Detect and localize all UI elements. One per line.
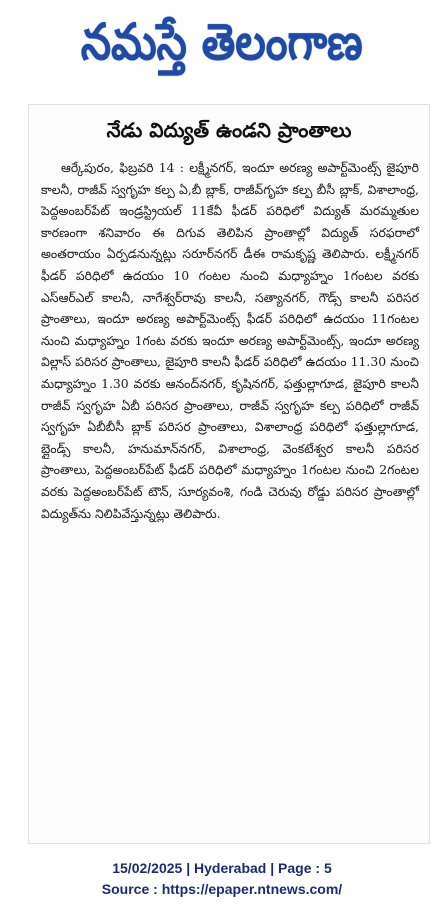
newspaper-masthead [10,6,434,78]
article-body: ఆర్కేపురం, ఫిబ్రవరి 14 : లక్ష్మీనగర్, ఇందూ అరణ్య అపార్ట్‌మెంట్స్ జైపూరి కాలనీ, రాజీవ్ స్వగృహ కల్ప ఏ,బీ బ్లాక్, రాజీవ్‌గృహ కల్ప బీసీ బ్లాక్, విశాలాంధ్ర, పెద్దఅంబర్‌పేట్ ఇండ్రస్ట్రియల్ 11కేవీ ఫీడర్ పరిధిలో విద్యుత్ మరమ్మతుల కారణంగా శనివారం ఈ దిగువ తెలిపిన ప్రాంతాల్లో విద్యుత్ సరఫరాలో అంతరాయం ఏర్పడనున్నట్లు సరూర్‌నగర్ డీఈ రామకృష్ణ తెలిపారు. లక్ష్మీనగర్ ఫీడర్ పరిధిలో ఉదయం 10 గంటల నుంచి మధ్యాహ్నం 1గంటల వరకు ఎస్‌ఆర్‌ఎల్ కాలనీ, నాగేశ్వర్‌రావు కాలనీ, సత్యానగర్, గౌడ్స్ కాలనీ పరిసర ప్రాంతాలు, ఇందూ అరణ్య అపార్ట్‌మెంట్స్ ఫీడర్ పరిధిలో ఉదయం 11గంటల నుంచి మధ్యాహ్నం 1గంట వరకు ఇందూ అరణ్య అపార్ట్‌మెంట్స్, ఇందూ అరణ్య విల్లాస్ పరిసర ప్రాంతాలు, జైపూరి కాలనీ ఫీడర్ పరిధిలో ఉదయం 11.30 నుంచి మధ్యాహ్నం 1.30 వరకు ఆనంద్‌నగర్, కృషినగర్, ఫత్తుల్లాగూడ, జైపూరి కాలనీ రాజీవ్ స్వగృహ ఏబీ పరిసర ప్రాంతాలు, రాజీవ్ స్వగృహ కల్ప పరిధిలో రాజీవ్ స్వగృహ ఏబీబీసీ బ్లాక్ పరిసర ప్రాంతాలు, విశాలాంధ్ర పరిధిలో ఫత్తుల్లాగూడ, బ్లైండ్స్ కాలనీ, హనుమాన్‌నగర్, విశాలాంధ్ర, వెంకటేశ్వర కాలనీ పరిసర ప్రాంతాలు, పెద్దఅంబర్‌పేట్ ఫీడర్ పరిధిలో మధ్యాహ్నం 1గంటల నుంచి 2గంటల వరకు పెద్దఅంబర్‌పేట్ టౌన్, సూర్యవంశి, గండి చెరువు రోడ్డు పరిసర ప్రాంతాల్లో విద్యుత్‌ను నిలిపివేస్తున్నట్లు తెలిపారు. [41,160,419,521]
masthead-title: నమస్తే తెలంగాణ [81,13,363,71]
clipping-footer [0,858,444,900]
source-link[interactable]: Source : https://epaper.ntnews.com/ [101,881,343,897]
edition-info: 15/02/2025 | Hyderabad | Page : 5 [112,860,332,876]
article-headline: నేడు విద్యుత్ ఉండని ప్రాంతాలు [106,118,352,142]
news-article [28,104,430,844]
